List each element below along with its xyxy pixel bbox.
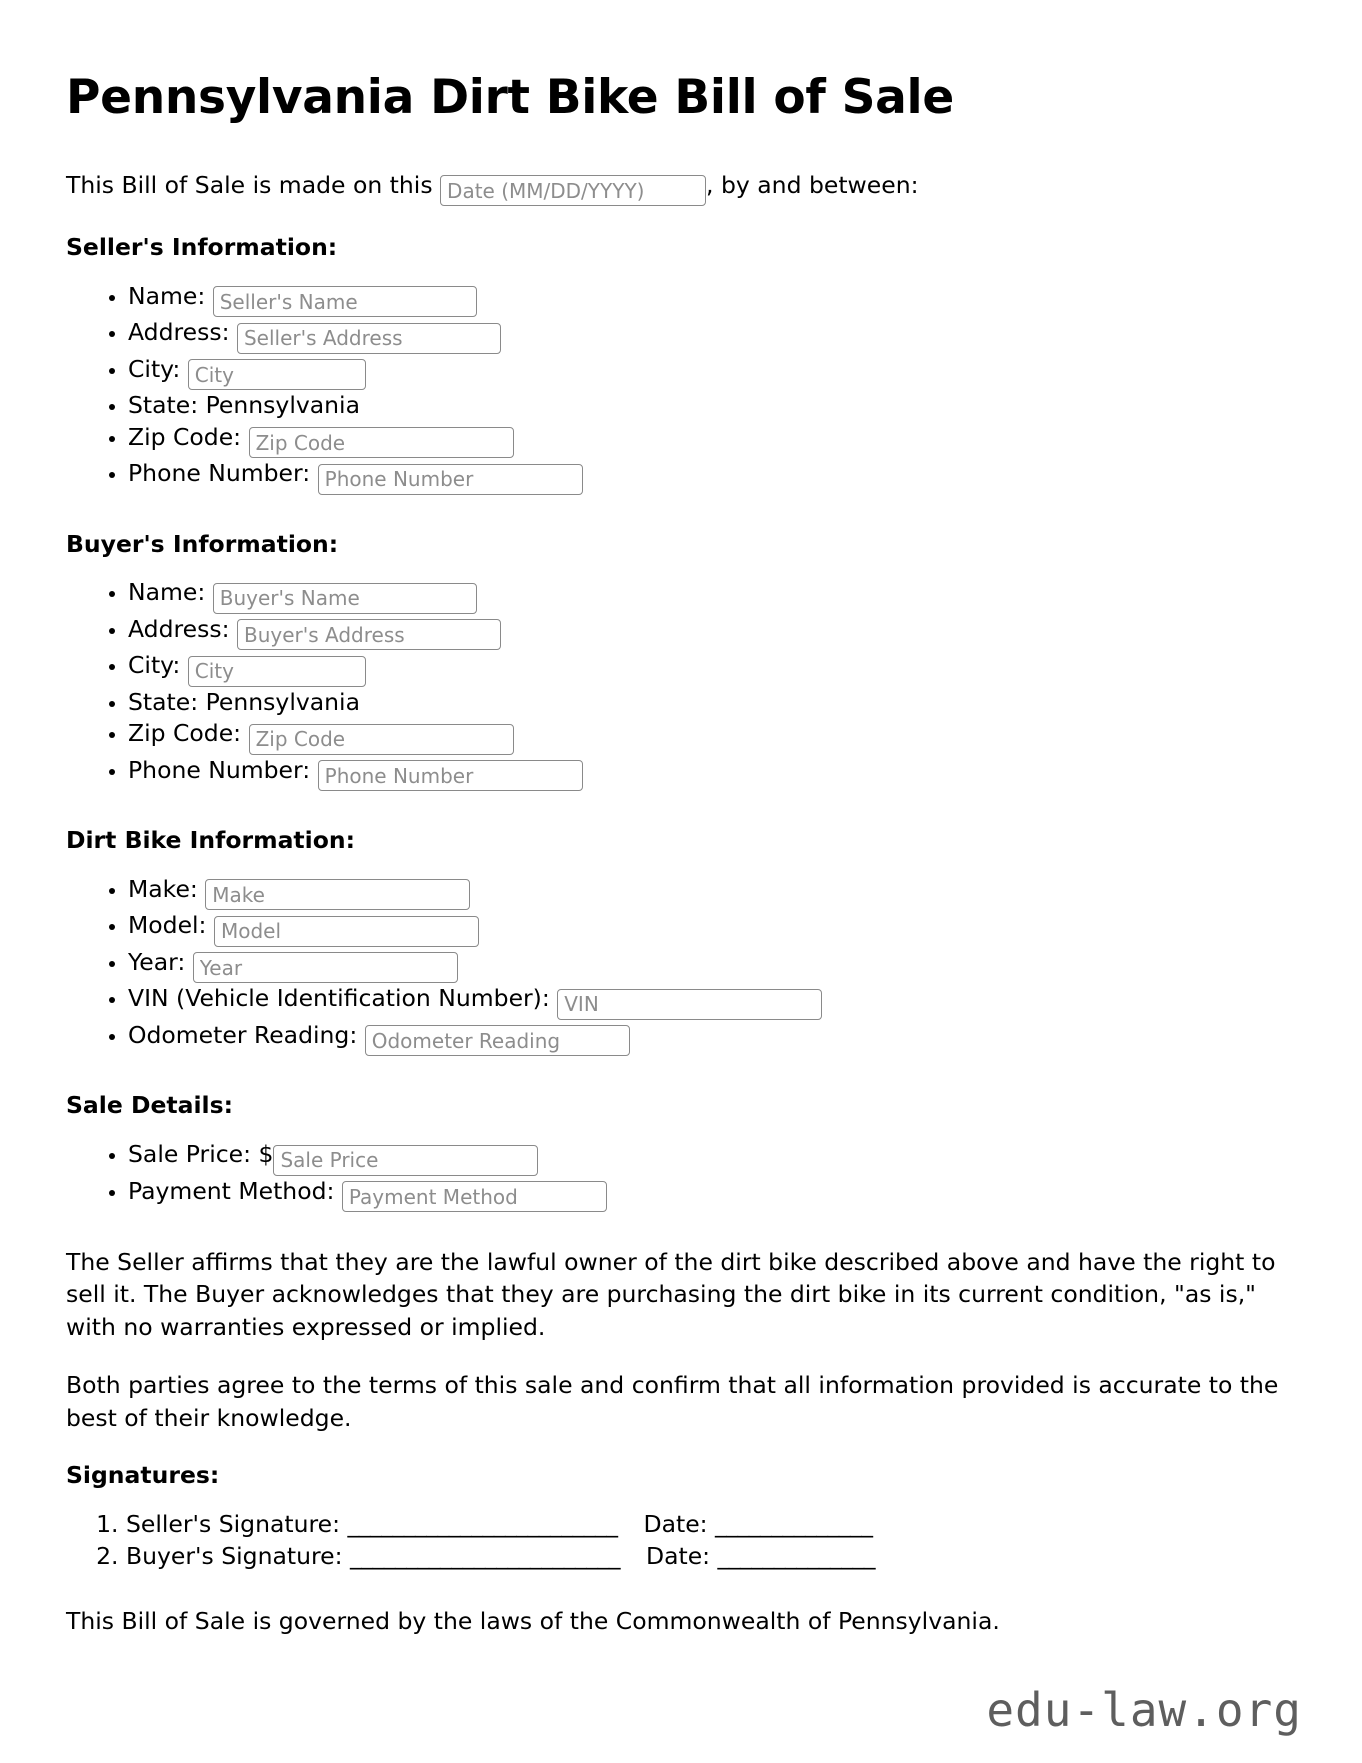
sale-field-list bbox=[66, 1139, 1296, 1212]
list-item bbox=[128, 687, 1296, 719]
list-item bbox=[128, 354, 1296, 391]
seller-name-input[interactable] bbox=[213, 286, 477, 317]
seller-city-label: City: bbox=[128, 354, 188, 383]
list-item bbox=[128, 910, 1296, 947]
affirmation-paragraph: The Seller affirms that they are the lawful owner of the dirt bike described above and have the right to sell it. The Buyer acknowledges that they are purchasing the dirt bike in its current condition, "as is," with no warranties expressed or implied. bbox=[66, 1248, 1276, 1341]
list-item bbox=[126, 1509, 1296, 1541]
buyer-state-label: State: Pennsylvania bbox=[128, 687, 360, 716]
seller-signature-blank[interactable]: ________________________ bbox=[347, 1509, 618, 1538]
list-item bbox=[128, 874, 1296, 911]
list-item bbox=[128, 614, 1296, 651]
buyer-city-label: City: bbox=[128, 651, 188, 680]
sale-price-label: Sale Price: $ bbox=[128, 1140, 274, 1168]
buyer-name-label: Name: bbox=[128, 578, 213, 607]
list-item bbox=[128, 458, 1296, 495]
bike-vin-label: VIN (Vehicle Identification Number): bbox=[128, 984, 558, 1013]
seller-date-blank[interactable]: ______________ bbox=[715, 1509, 873, 1538]
list-item bbox=[126, 1541, 1296, 1573]
intro-text-before: This Bill of Sale is made on this bbox=[66, 170, 441, 199]
seller-field-list bbox=[66, 281, 1296, 495]
list-item bbox=[128, 983, 1296, 1020]
bike-make-label: Make: bbox=[128, 874, 206, 903]
buyer-phone-label: Phone Number: bbox=[128, 755, 318, 784]
seller-state-label: State: Pennsylvania bbox=[128, 391, 360, 420]
seller-signature-label: Seller's Signature: bbox=[126, 1509, 348, 1538]
governing-law-paragraph: This Bill of Sale is governed by the laws of the Commonwealth of Pennsylvania. bbox=[66, 1606, 1000, 1635]
intro-text-after: , by and between: bbox=[706, 170, 919, 199]
seller-city-input[interactable] bbox=[188, 359, 366, 390]
bike-vin-input[interactable] bbox=[557, 989, 822, 1020]
buyer-address-label: Address: bbox=[128, 614, 237, 643]
agreement-paragraph: Both parties agree to the terms of this sale and confirm that all information provided is accurate to the best of their knowledge. bbox=[66, 1371, 1279, 1432]
seller-name-label: Name: bbox=[128, 281, 213, 310]
list-item bbox=[128, 422, 1296, 459]
buyer-date-blank[interactable]: ______________ bbox=[717, 1541, 876, 1570]
buyer-signature-blank[interactable]: ________________________ bbox=[349, 1541, 620, 1570]
site-watermark: edu-law.org bbox=[986, 1683, 1302, 1737]
sale-price-input[interactable] bbox=[273, 1145, 538, 1176]
list-item bbox=[128, 1176, 1296, 1213]
seller-phone-label: Phone Number: bbox=[128, 459, 318, 488]
signatures-section-heading: Signatures: bbox=[66, 1461, 220, 1490]
buyer-phone-input[interactable] bbox=[318, 760, 583, 791]
bike-make-input[interactable] bbox=[205, 879, 470, 910]
date-input[interactable] bbox=[440, 175, 706, 206]
seller-address-label: Address: bbox=[128, 318, 237, 347]
bike-odometer-input[interactable] bbox=[365, 1025, 630, 1056]
buyer-zip-label: Zip Code: bbox=[128, 719, 249, 748]
payment-method-input[interactable] bbox=[342, 1181, 607, 1212]
list-item bbox=[128, 281, 1296, 318]
buyer-city-input[interactable] bbox=[188, 656, 366, 687]
buyer-name-input[interactable] bbox=[213, 583, 477, 614]
buyer-date-label: Date: bbox=[645, 1541, 718, 1570]
seller-date-label: Date: bbox=[643, 1509, 716, 1538]
bike-year-input[interactable] bbox=[193, 952, 458, 983]
list-item bbox=[128, 1020, 1296, 1057]
list-item bbox=[128, 1139, 1296, 1176]
buyer-field-list bbox=[66, 577, 1296, 791]
buyer-zip-input[interactable] bbox=[249, 724, 514, 755]
list-item bbox=[128, 755, 1296, 792]
signature-list bbox=[66, 1509, 1296, 1573]
list-item bbox=[128, 577, 1296, 614]
seller-phone-input[interactable] bbox=[318, 464, 583, 495]
seller-zip-input[interactable] bbox=[249, 427, 514, 458]
bike-section-heading: Dirt Bike Information: bbox=[66, 826, 355, 855]
seller-section-heading: Seller's Information: bbox=[66, 233, 338, 262]
list-item bbox=[128, 947, 1296, 984]
list-item bbox=[128, 650, 1296, 687]
bike-model-input[interactable] bbox=[214, 916, 479, 947]
list-item bbox=[128, 390, 1296, 422]
bike-field-list bbox=[66, 874, 1296, 1057]
bike-model-label: Model: bbox=[128, 911, 214, 940]
list-item bbox=[128, 718, 1296, 755]
buyer-signature-label: Buyer's Signature: bbox=[126, 1541, 350, 1570]
seller-zip-label: Zip Code: bbox=[128, 422, 249, 451]
payment-method-label: Payment Method: bbox=[128, 1176, 342, 1205]
buyer-address-input[interactable] bbox=[237, 619, 501, 650]
seller-address-input[interactable] bbox=[237, 323, 501, 354]
bike-year-label: Year: bbox=[128, 947, 193, 976]
list-item bbox=[128, 317, 1296, 354]
sale-section-heading: Sale Details: bbox=[66, 1091, 233, 1120]
intro-paragraph bbox=[66, 169, 1296, 207]
page-title: Pennsylvania Dirt Bike Bill of Sale bbox=[66, 70, 954, 125]
buyer-section-heading: Buyer's Information: bbox=[66, 529, 339, 558]
bike-odometer-label: Odometer Reading: bbox=[128, 1020, 365, 1049]
